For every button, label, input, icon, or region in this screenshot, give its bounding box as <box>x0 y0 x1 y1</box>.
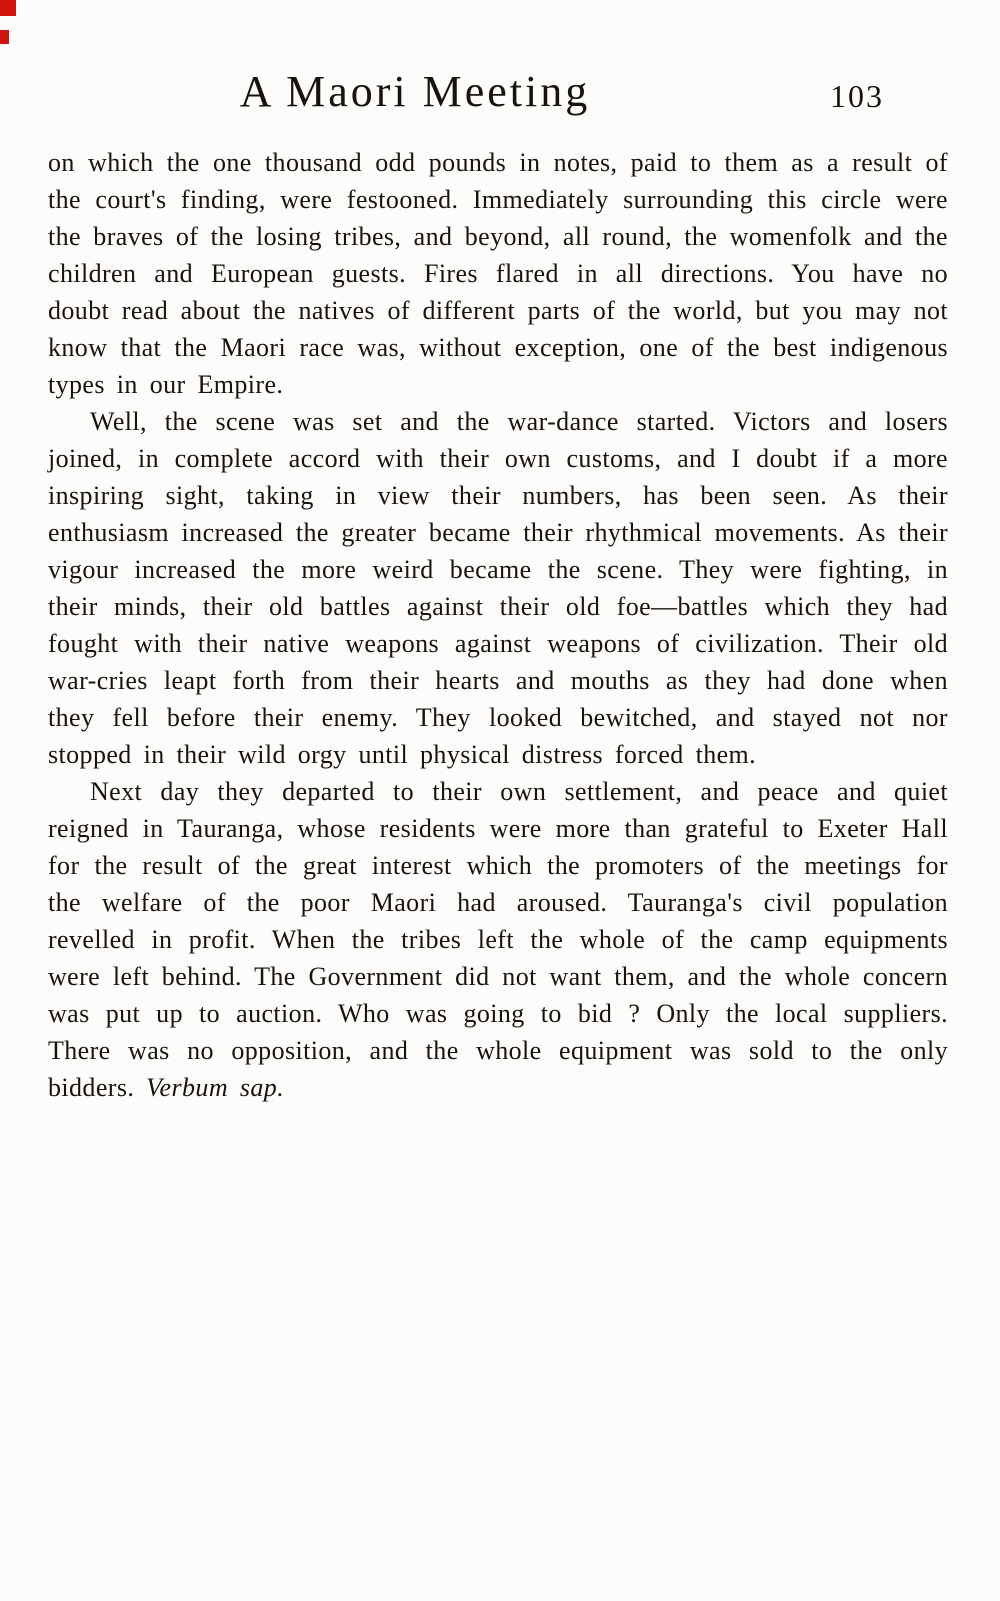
paragraph <box>48 773 948 1106</box>
paragraph-text: Next day they departed to their own settlement, and peace and quiet reigned in Tauranga, whose residents were more than grateful to Exeter Hall for the result of the great interest which the promoters of the meetings for the welfare of the poor Maori had aroused. Tauranga's civil population revelled in profit. When the tribes left the whole of the camp equipments were left behind. The Government did not want them, and the whole concern was put up to auction. Who was going to bid ? Only the local suppliers. There was no opposition, and the whole equipment was sold to the only bidders. <box>48 777 948 1102</box>
page-header <box>0 0 1000 126</box>
page-number: 103 <box>830 78 884 114</box>
body-text <box>48 144 948 1106</box>
paragraph: Well, the scene was set and the war-dance started. Victors and losers joined, in complete accord with their own customs, and I doubt if a more inspiring sight, taking in view their numbers, has been seen. As their enthusiasm increased the greater became their rhythmical movements. As their vigour increased the more weird became the scene. They were fighting, in their minds, their old battles against their old foe—battles which they had fought with their native weapons against weapons of civilization. Their old war-cries leapt forth from their hearts and mouths as they had done when they fell before their enemy. They looked bewitched, and stayed not nor stopped in their wild orgy until physical distress forced them. <box>48 407 948 769</box>
page-title: A Maori Meeting <box>239 67 591 116</box>
latin-phrase: Verbum sap. <box>146 1073 285 1102</box>
paragraph: on which the one thousand odd pounds in notes, paid to them as a result of the court's finding, were festooned. Immediately surrounding this circle were the braves of the losing tribes, and beyond, all round, the womenfolk and the children and European guests. Fires flared in all directions. You have no doubt read about the natives of different parts of the world, but you may not know that the Maori race was, without exception, one of the best indigenous types in our Empire. <box>48 148 948 399</box>
